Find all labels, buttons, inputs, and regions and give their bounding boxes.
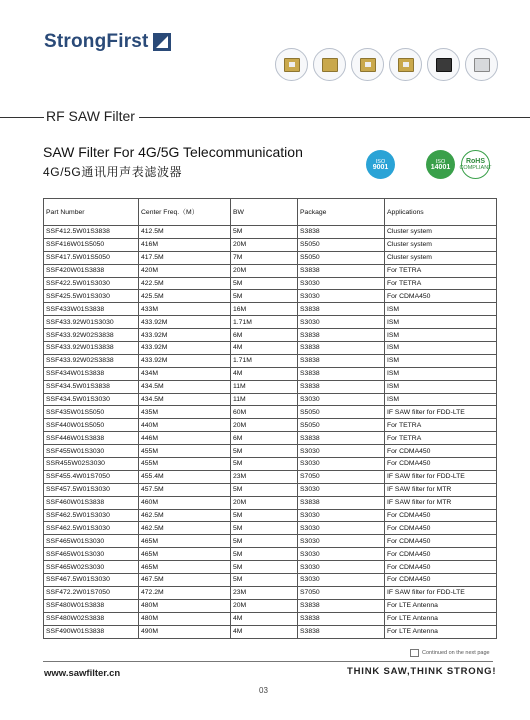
table-header-row <box>44 199 497 226</box>
table-row <box>44 586 497 599</box>
cell-bw: 23M <box>231 586 298 599</box>
table-row <box>44 264 497 277</box>
cell-application: ISM <box>385 367 497 380</box>
cell-bw: 5M <box>231 483 298 496</box>
iso9001-badge <box>366 150 395 179</box>
cell-part-number: SSR455W02S3030 <box>44 458 139 471</box>
cell-bw: 4M <box>231 625 298 638</box>
cell-part-number: SSF467.5W01S3030 <box>44 574 139 587</box>
cell-application: For TETRA <box>385 419 497 432</box>
cell-bw: 4M <box>231 367 298 380</box>
cell-bw: 20M <box>231 419 298 432</box>
brand-name: StrongFirst <box>44 31 149 52</box>
cell-center-freq: 416M <box>139 238 231 251</box>
cert-label: RoHS <box>465 157 486 165</box>
cell-part-number: SSF460W01S3838 <box>44 496 139 509</box>
cell-package: S3838 <box>298 612 385 625</box>
cell-package: S3030 <box>298 316 385 329</box>
table-row <box>44 342 497 355</box>
cell-package: S3838 <box>298 599 385 612</box>
cell-part-number: SSF455.4W01S7050 <box>44 470 139 483</box>
cell-bw: 5M <box>231 561 298 574</box>
cell-center-freq: 435M <box>139 406 231 419</box>
cell-package: S5050 <box>298 419 385 432</box>
cell-part-number: SSF434.5W01S3838 <box>44 380 139 393</box>
cell-center-freq: 425.5M <box>139 290 231 303</box>
cell-application: ISM <box>385 393 497 406</box>
cert-sub: COMPLIANT <box>459 164 492 171</box>
cell-part-number: SSF434.5W01S3030 <box>44 393 139 406</box>
cell-bw: 20M <box>231 599 298 612</box>
cell-application: ISM <box>385 380 497 393</box>
cell-part-number: SSF417.5W01S5050 <box>44 251 139 264</box>
cell-application: For CDMA450 <box>385 522 497 535</box>
cell-application: ISM <box>385 303 497 316</box>
cell-part-number: SSF433W01S3838 <box>44 303 139 316</box>
header-center-freq: Center Freq.（M） <box>139 199 231 226</box>
cell-package: S5050 <box>298 238 385 251</box>
cell-bw: 5M <box>231 290 298 303</box>
cell-center-freq: 420M <box>139 264 231 277</box>
cell-part-number: SSF465W02S3030 <box>44 561 139 574</box>
cert-number: 9001 <box>372 163 389 171</box>
table-row <box>44 238 497 251</box>
cell-center-freq: 440M <box>139 419 231 432</box>
product-image <box>351 48 384 81</box>
cell-application: IF SAW filter for MTR <box>385 496 497 509</box>
continued-note <box>410 649 490 657</box>
table-row <box>44 548 497 561</box>
cell-package: S3838 <box>298 367 385 380</box>
cell-part-number: SSF435W01S5050 <box>44 406 139 419</box>
product-image <box>275 48 308 81</box>
cell-bw: 16M <box>231 303 298 316</box>
cell-part-number: SSF480W02S3838 <box>44 612 139 625</box>
cell-package: S3030 <box>298 458 385 471</box>
cell-package: S3030 <box>298 509 385 522</box>
cell-part-number: SSF446W01S3838 <box>44 432 139 445</box>
table-row <box>44 419 497 432</box>
cell-bw: 1.71M <box>231 316 298 329</box>
cell-center-freq: 434M <box>139 367 231 380</box>
cell-center-freq: 433.92M <box>139 342 231 355</box>
cell-center-freq: 480M <box>139 612 231 625</box>
continued-text: Continued on the next page <box>422 650 490 656</box>
cell-application: IF SAW filter for FDD-LTE <box>385 586 497 599</box>
filter-table-wrapper <box>43 198 497 639</box>
cell-bw: 5M <box>231 509 298 522</box>
table-row <box>44 432 497 445</box>
cell-center-freq: 462.5M <box>139 509 231 522</box>
table-row <box>44 522 497 535</box>
page-subtitle: 4G/5G通讯用声表滤波器 <box>43 165 183 179</box>
cell-bw: 20M <box>231 496 298 509</box>
table-row <box>44 316 497 329</box>
table-row <box>44 535 497 548</box>
cell-package: S3030 <box>298 277 385 290</box>
cell-center-freq: 465M <box>139 535 231 548</box>
cell-application: ISM <box>385 342 497 355</box>
cell-part-number: SSF455W01S3030 <box>44 445 139 458</box>
cell-application: Cluster system <box>385 238 497 251</box>
cell-package: S3838 <box>298 303 385 316</box>
table-row <box>44 496 497 509</box>
cell-part-number: SSF433.92W02S3838 <box>44 329 139 342</box>
table-row <box>44 599 497 612</box>
table-row <box>44 612 497 625</box>
table-row <box>44 354 497 367</box>
cell-bw: 5M <box>231 458 298 471</box>
page-turn-icon <box>410 649 419 657</box>
cell-center-freq: 462.5M <box>139 522 231 535</box>
cell-bw: 5M <box>231 574 298 587</box>
cell-bw: 60M <box>231 406 298 419</box>
table-row <box>44 625 497 638</box>
cell-package: S3838 <box>298 264 385 277</box>
cell-package: S3030 <box>298 445 385 458</box>
footer-slogan: THINK SAW,THINK STRONG! <box>347 666 497 677</box>
cell-application: For CDMA450 <box>385 561 497 574</box>
cell-package: S3030 <box>298 535 385 548</box>
cell-package: S3838 <box>298 380 385 393</box>
cell-application: ISM <box>385 354 497 367</box>
table-row <box>44 574 497 587</box>
footer-website[interactable]: www.sawfilter.cn <box>44 668 121 679</box>
cell-application: Cluster system <box>385 226 497 239</box>
cell-application: For LTE Antenna <box>385 612 497 625</box>
cell-center-freq: 455M <box>139 458 231 471</box>
cell-center-freq: 422.5M <box>139 277 231 290</box>
cell-application: For TETRA <box>385 432 497 445</box>
table-row <box>44 483 497 496</box>
table-body <box>44 226 497 639</box>
cell-bw: 5M <box>231 522 298 535</box>
cell-center-freq: 433.92M <box>139 329 231 342</box>
cell-package: S3030 <box>298 483 385 496</box>
cell-part-number: SSF433.92W01S3030 <box>44 316 139 329</box>
cell-center-freq: 434.5M <box>139 380 231 393</box>
product-image <box>465 48 498 81</box>
cell-part-number: SSF433.92W02S3838 <box>44 354 139 367</box>
cell-bw: 5M <box>231 226 298 239</box>
product-images <box>275 48 503 81</box>
cell-part-number: SSF480W01S3838 <box>44 599 139 612</box>
cell-package: S3838 <box>298 625 385 638</box>
section-divider <box>0 117 44 118</box>
table-row <box>44 251 497 264</box>
table-row <box>44 393 497 406</box>
cell-part-number: SSF472.2W01S7050 <box>44 586 139 599</box>
cell-part-number: SSF433.92W01S3838 <box>44 342 139 355</box>
cell-part-number: SSF465W01S3030 <box>44 548 139 561</box>
cell-application: IF SAW filter for FDD-LTE <box>385 470 497 483</box>
cell-center-freq: 465M <box>139 548 231 561</box>
page-title: SAW Filter For 4G/5G Telecommunication <box>43 144 303 160</box>
cell-package: S3838 <box>298 342 385 355</box>
cell-bw: 1.71M <box>231 354 298 367</box>
cert-label: ISO <box>375 158 386 165</box>
cell-package: S3030 <box>298 574 385 587</box>
cell-application: IF SAW filter for FDD-LTE <box>385 406 497 419</box>
cell-part-number: SSF462.5W01S3030 <box>44 509 139 522</box>
table-row <box>44 303 497 316</box>
cell-application: For CDMA450 <box>385 535 497 548</box>
cell-application: For TETRA <box>385 264 497 277</box>
cell-application: For CDMA450 <box>385 290 497 303</box>
cell-application: For CDMA450 <box>385 548 497 561</box>
table-row <box>44 277 497 290</box>
cell-part-number: SSF462.5W01S3030 <box>44 522 139 535</box>
cell-center-freq: 433.92M <box>139 354 231 367</box>
cell-part-number: SSF465W01S3030 <box>44 535 139 548</box>
product-image <box>389 48 422 81</box>
cell-application: For CDMA450 <box>385 445 497 458</box>
footer-divider <box>43 661 493 662</box>
cell-bw: 5M <box>231 548 298 561</box>
cell-package: S5050 <box>298 406 385 419</box>
cell-center-freq: 460M <box>139 496 231 509</box>
table-row <box>44 290 497 303</box>
section-title: RF SAW Filter <box>46 108 135 124</box>
cell-application: For CDMA450 <box>385 458 497 471</box>
cell-package: S5050 <box>298 251 385 264</box>
cell-package: S3838 <box>298 354 385 367</box>
cell-center-freq: 472.2M <box>139 586 231 599</box>
cell-application: Cluster system <box>385 251 497 264</box>
product-image <box>427 48 460 81</box>
cert-label: ISO <box>435 158 446 165</box>
cell-bw: 11M <box>231 380 298 393</box>
cell-package: S3838 <box>298 432 385 445</box>
cell-package: S3030 <box>298 522 385 535</box>
cell-center-freq: 455.4M <box>139 470 231 483</box>
cell-center-freq: 490M <box>139 625 231 638</box>
brand-mark-icon <box>153 33 171 51</box>
cell-bw: 4M <box>231 612 298 625</box>
table-row <box>44 509 497 522</box>
cell-application: ISM <box>385 329 497 342</box>
cell-bw: 6M <box>231 329 298 342</box>
cell-application: For TETRA <box>385 277 497 290</box>
cell-center-freq: 433M <box>139 303 231 316</box>
cell-bw: 11M <box>231 393 298 406</box>
cell-bw: 20M <box>231 238 298 251</box>
cell-part-number: SSF490W01S3838 <box>44 625 139 638</box>
cell-part-number: SSF412.5W01S3838 <box>44 226 139 239</box>
cell-part-number: SSF434W01S3838 <box>44 367 139 380</box>
cell-center-freq: 457.5M <box>139 483 231 496</box>
filter-table <box>43 198 497 639</box>
cell-center-freq: 465M <box>139 561 231 574</box>
cell-center-freq: 434.5M <box>139 393 231 406</box>
cell-application: For LTE Antenna <box>385 625 497 638</box>
cell-bw: 5M <box>231 445 298 458</box>
brand-logo <box>44 31 171 53</box>
table-row <box>44 367 497 380</box>
section-divider <box>139 117 530 118</box>
cell-center-freq: 412.5M <box>139 226 231 239</box>
cell-application: ISM <box>385 316 497 329</box>
rohs-badge <box>461 150 490 179</box>
table-row <box>44 406 497 419</box>
cell-package: S3838 <box>298 496 385 509</box>
header-package: Package <box>298 199 385 226</box>
cell-bw: 5M <box>231 277 298 290</box>
cell-bw: 6M <box>231 432 298 445</box>
table-row <box>44 445 497 458</box>
cert-number: 14001 <box>430 163 451 171</box>
cell-package: S3838 <box>298 329 385 342</box>
cell-center-freq: 467.5M <box>139 574 231 587</box>
cell-application: IF SAW filter for MTR <box>385 483 497 496</box>
cell-center-freq: 433.92M <box>139 316 231 329</box>
page-number: 03 <box>259 686 268 695</box>
product-image <box>313 48 346 81</box>
cell-part-number: SSF440W01S5050 <box>44 419 139 432</box>
cell-bw: 5M <box>231 535 298 548</box>
cell-part-number: SSF422.5W01S3030 <box>44 277 139 290</box>
table-row <box>44 458 497 471</box>
cell-package: S3030 <box>298 561 385 574</box>
iso14001-badge <box>426 150 455 179</box>
table-row <box>44 561 497 574</box>
cell-package: S7050 <box>298 586 385 599</box>
cell-part-number: SSF416W01S5050 <box>44 238 139 251</box>
cell-bw: 20M <box>231 264 298 277</box>
cell-center-freq: 455M <box>139 445 231 458</box>
cell-application: For LTE Antenna <box>385 599 497 612</box>
cell-package: S3030 <box>298 290 385 303</box>
cell-bw: 23M <box>231 470 298 483</box>
cell-package: S3838 <box>298 226 385 239</box>
cell-bw: 7M <box>231 251 298 264</box>
cell-application: For CDMA450 <box>385 509 497 522</box>
cell-center-freq: 480M <box>139 599 231 612</box>
cell-application: For CDMA450 <box>385 574 497 587</box>
cell-bw: 4M <box>231 342 298 355</box>
cell-package: S7050 <box>298 470 385 483</box>
table-row <box>44 226 497 239</box>
header-applications: Applications <box>385 199 497 226</box>
header-bw: BW <box>231 199 298 226</box>
cell-center-freq: 417.5M <box>139 251 231 264</box>
table-row <box>44 470 497 483</box>
cell-center-freq: 446M <box>139 432 231 445</box>
cell-package: S3030 <box>298 548 385 561</box>
cell-part-number: SSF457.5W01S3030 <box>44 483 139 496</box>
cell-part-number: SSF420W01S3838 <box>44 264 139 277</box>
header-part-number: Part Number <box>44 199 139 226</box>
table-row <box>44 380 497 393</box>
cell-part-number: SSF425.5W01S3030 <box>44 290 139 303</box>
table-row <box>44 329 497 342</box>
cell-package: S3030 <box>298 393 385 406</box>
